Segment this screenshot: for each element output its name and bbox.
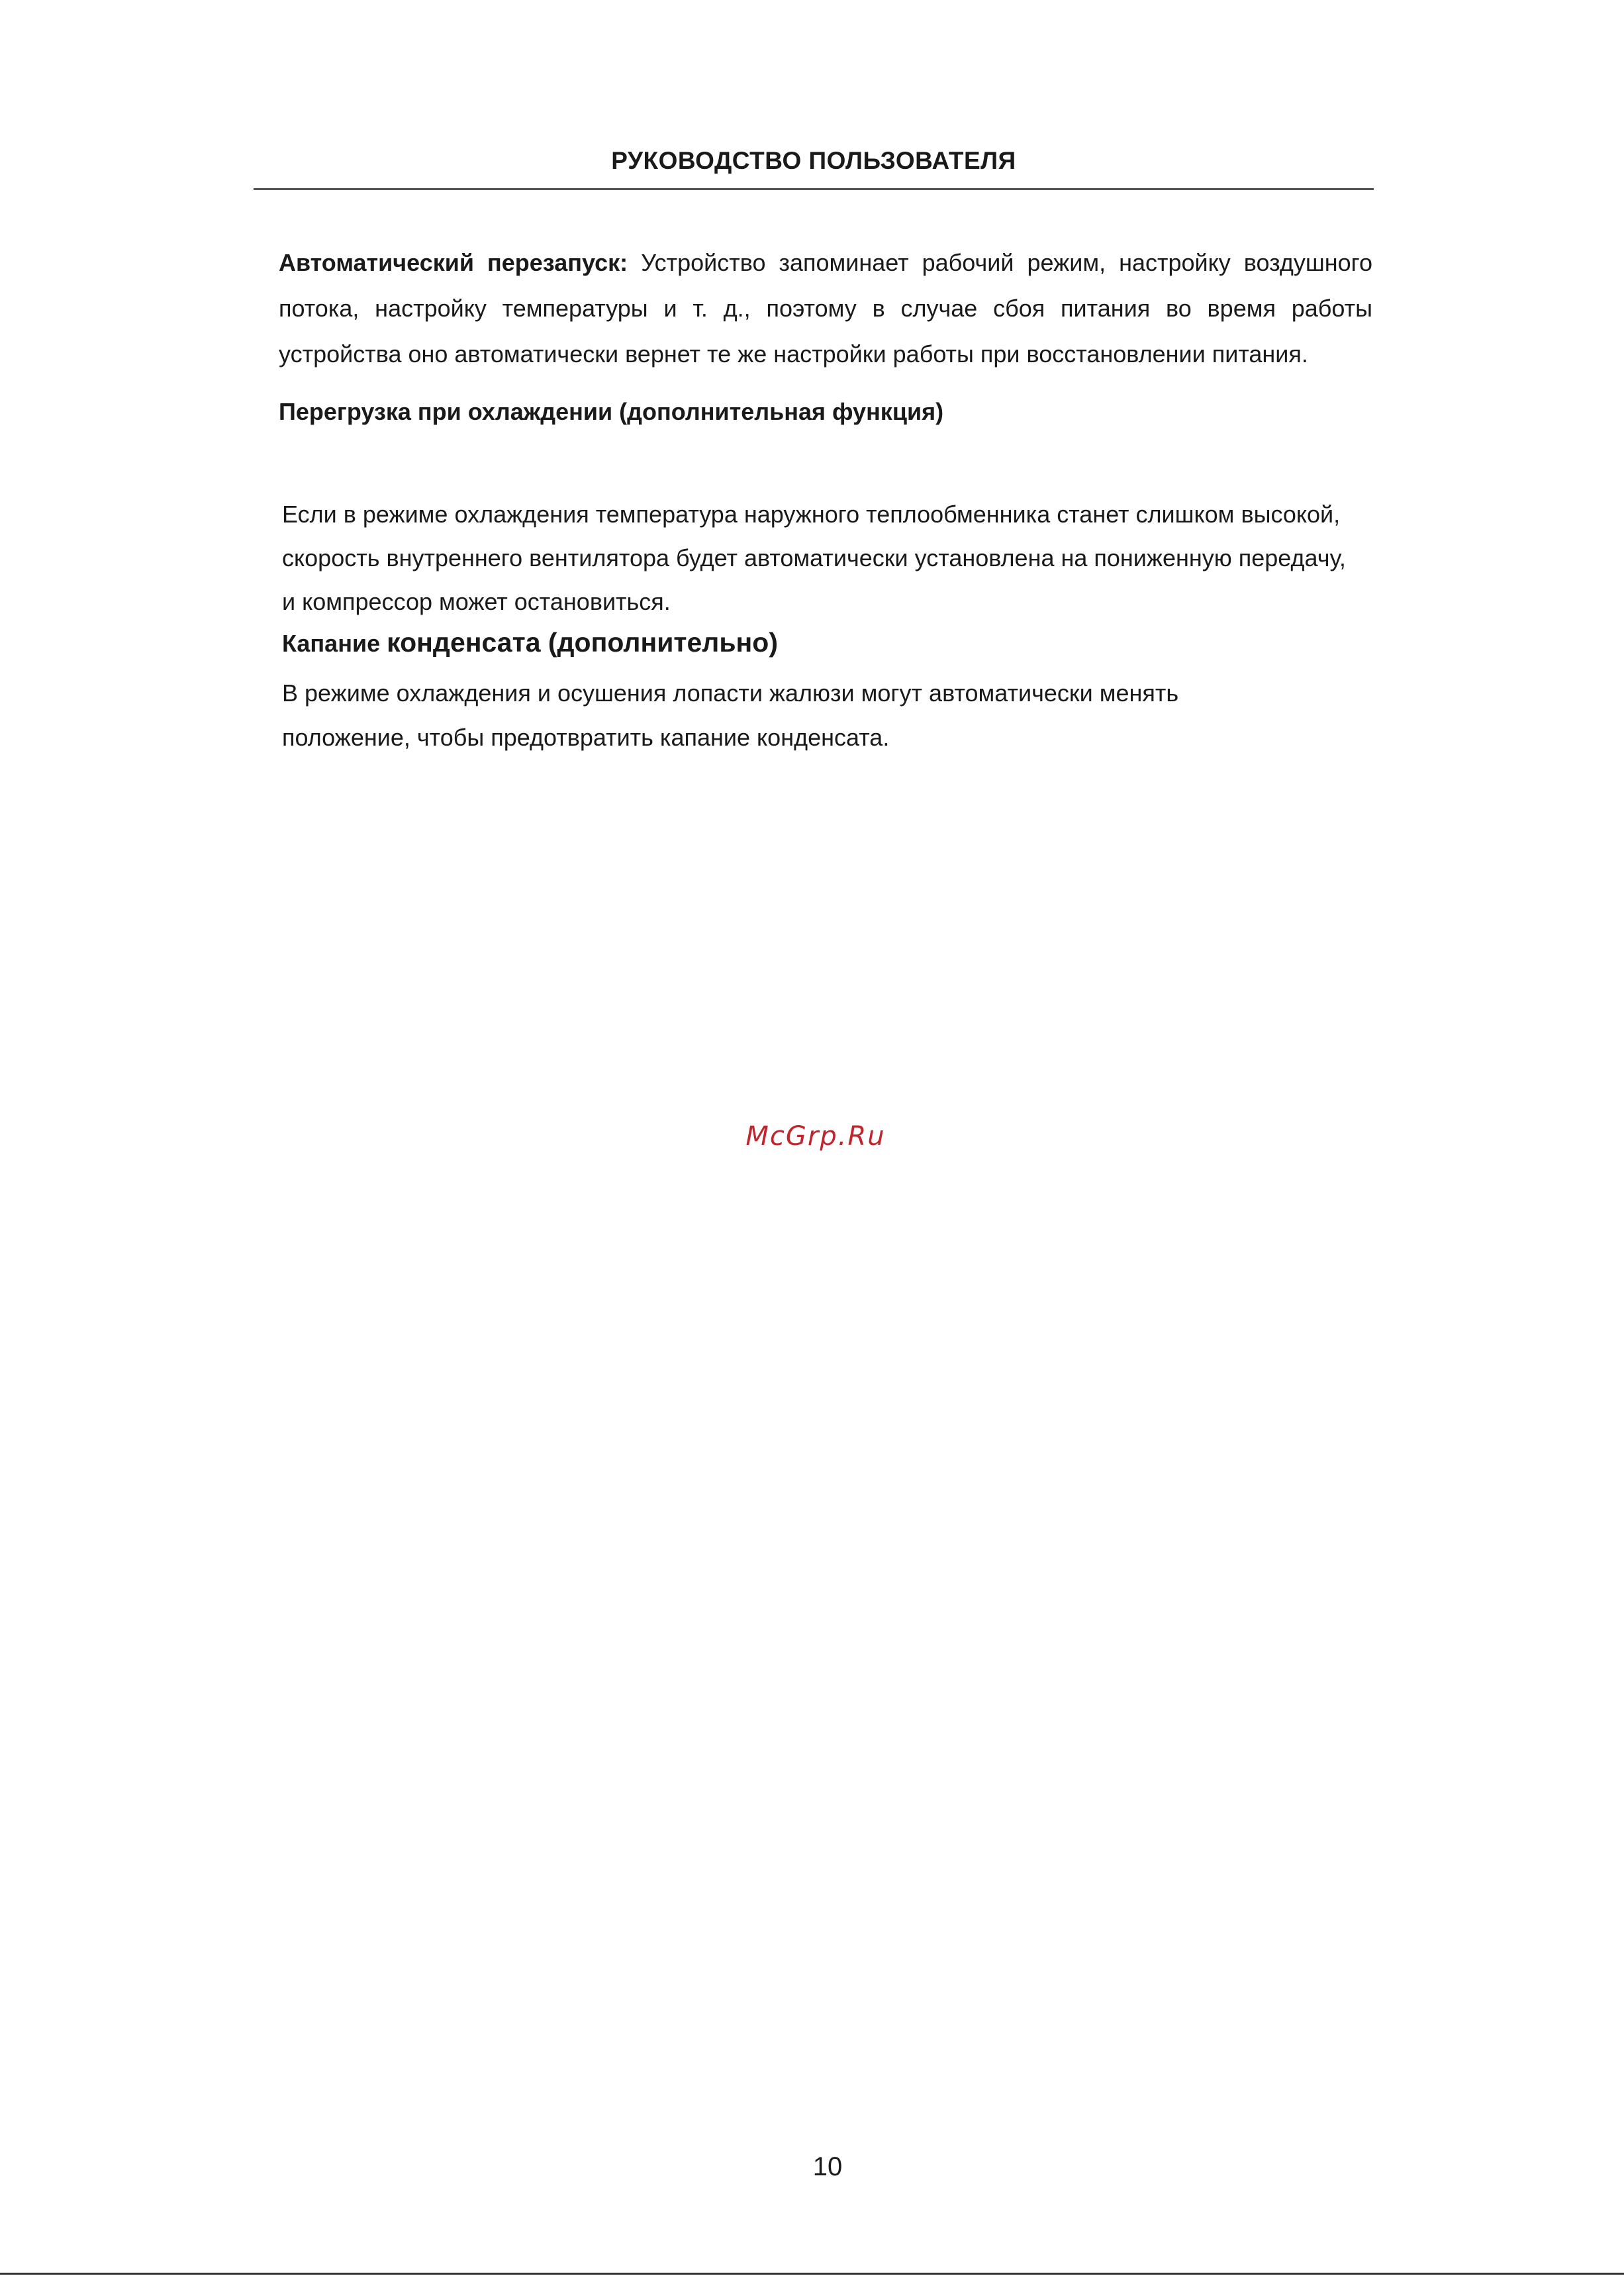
bottom-divider [0, 2273, 1624, 2275]
condensate-heading-large: конденсата (дополнительно) [387, 627, 779, 658]
condensate-heading [282, 627, 778, 658]
condensate-line-1: В режиме охлаждения и осушения лопасти жалюзи могут автоматически менять [282, 679, 1179, 707]
condensate-line-2: положение, чтобы предотвратить капание конденсата. [282, 724, 890, 751]
overload-line-2: скорость внутреннего вентилятора будет автоматически установлена на пониженную передачу, [282, 544, 1346, 571]
page-header-title: РУКОВОДСТВО ПОЛЬЗОВАТЕЛЯ [611, 147, 1016, 174]
auto-restart-line-3: устройства оно автоматически вернет те же настройки работы при восстановлении питания. [279, 340, 1308, 368]
condensate-paragraph [282, 671, 1381, 760]
overload-line-3: и компрессор может остановиться. [282, 588, 671, 615]
overload-line-1: Если в режиме охлаждения температура наружного теплообменника станет слишком высокой, [282, 501, 1341, 528]
watermark: McGrp.Ru [745, 1121, 886, 1152]
auto-restart-line-2: потока, настройку температуры и т. д., поэтому в случае сбоя питания во время работы [279, 295, 1372, 322]
overload-paragraph [282, 493, 1381, 624]
auto-restart-line-1 [279, 240, 1372, 285]
overload-heading: Перегрузка при охлаждении (дополнительная функция) [279, 398, 944, 425]
header-divider [254, 188, 1374, 190]
page-number: 10 [812, 2152, 843, 2181]
condensate-heading-small: Капание [282, 630, 381, 657]
auto-restart-paragraph [279, 240, 1372, 377]
auto-restart-lead: Автоматический перезапуск: [279, 249, 628, 276]
auto-restart-line-1-text: Устройство запоминает рабочий режим, настройку воздушного [641, 249, 1372, 276]
